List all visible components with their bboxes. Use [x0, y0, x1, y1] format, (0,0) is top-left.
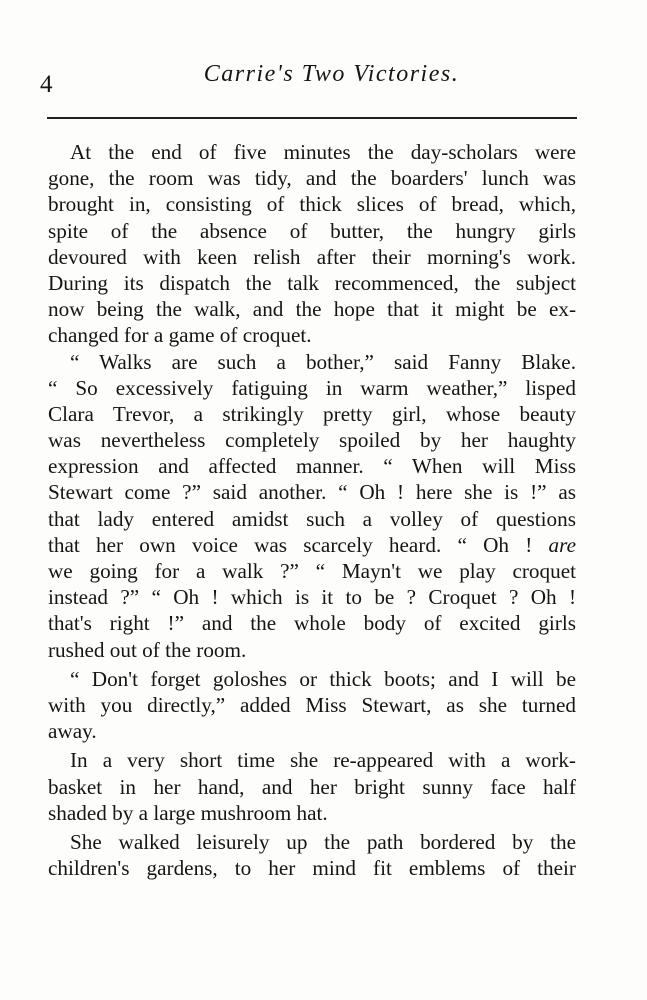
running-title: Carrie's Two Victories.	[203, 61, 460, 87]
text-line: that lady entered amidst such a volley of questions	[48, 506, 576, 531]
text-line: gone, the room was tidy, and the boarders' lunch was	[48, 166, 576, 191]
text-line: brought in, consisting of thick slices of bread, which,	[48, 192, 576, 217]
text-line: rushed out of the room.	[48, 637, 247, 662]
text-line-with-italic	[48, 532, 576, 558]
text-line: now being the walk, and the hope that it might be ex-	[48, 297, 576, 322]
text-fragment: that her own voice was scarcely heard. “ Oh !	[48, 532, 549, 557]
text-line: During its dispatch the talk recommenced, the subject	[48, 270, 576, 295]
paragraph	[48, 139, 576, 349]
italic-word: are	[548, 532, 576, 557]
body-text	[48, 139, 576, 881]
paragraph	[48, 747, 576, 826]
text-line: that's right !” and the whole body of excited girls	[48, 611, 576, 636]
text-line: devoured with keen relish after their morning's work.	[48, 244, 576, 269]
paragraph	[48, 829, 576, 881]
text-line: shaded by a large mushroom hat.	[48, 800, 328, 825]
page-number: 4	[40, 71, 53, 98]
text-line: basket in her hand, and her bright sunny face half	[48, 774, 576, 799]
text-line: changed for a game of croquet.	[48, 323, 312, 348]
text-line: Clara Trevor, a strikingly pretty girl, whose beauty	[48, 401, 576, 426]
text-line: Stewart come ?” said another. “ Oh ! here she is !” as	[48, 480, 576, 505]
header-rule	[47, 117, 577, 119]
text-line: She walked leisurely up the path bordered by the	[70, 829, 576, 854]
paragraph	[48, 349, 576, 663]
text-line: with you directly,” added Miss Stewart, as she turned	[48, 692, 576, 717]
paragraph	[48, 666, 576, 745]
text-line: children's gardens, to her mind fit emblems of their	[48, 856, 576, 881]
text-line: we going for a walk ?” “ Mayn't we play croquet	[48, 559, 576, 583]
text-line: expression and affected manner. “ When will Miss	[48, 454, 576, 479]
text-line: “ So excessively fatiguing in warm weather,” lisped	[48, 375, 576, 400]
text-line: In a very short time she re-appeared with a work-	[70, 748, 576, 773]
text-line: was nevertheless completely spoiled by her haughty	[48, 428, 576, 453]
text-line: spite of the absence of butter, the hungry girls	[48, 218, 576, 243]
text-line: “ Don't forget goloshes or thick boots; and I will be	[70, 666, 576, 691]
text-line: away.	[48, 719, 97, 744]
text-line: At the end of five minutes the day-scholars were	[70, 140, 576, 164]
text-line: instead ?” “ Oh ! which is it to be ? Croquet ? Oh !	[48, 585, 576, 610]
text-line: “ Walks are such a bother,” said Fanny Blake.	[70, 349, 576, 374]
